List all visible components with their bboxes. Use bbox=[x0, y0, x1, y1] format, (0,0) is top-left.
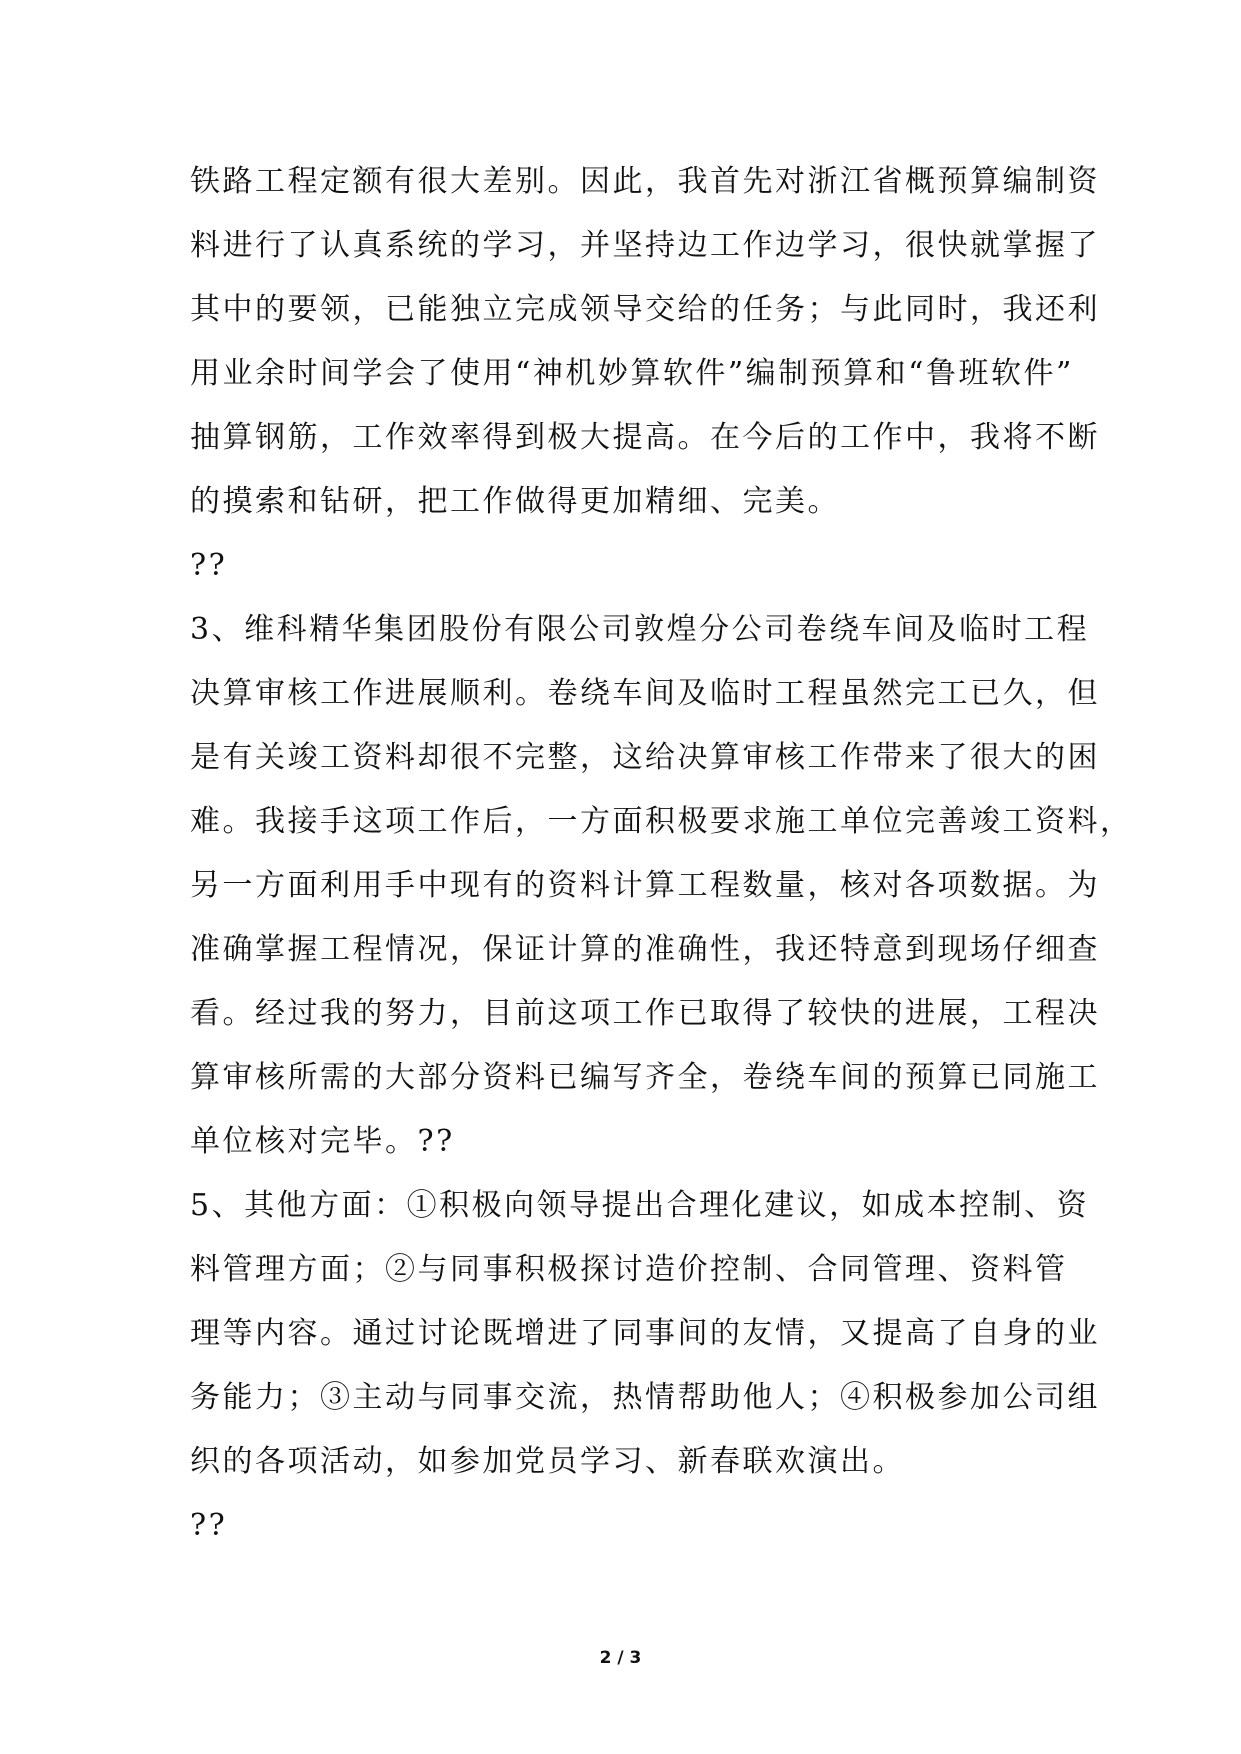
text-line: 铁路工程定额有很大差别。因此，我首先对浙江省概预算编制资 bbox=[190, 164, 1100, 199]
text-line: 抽算钢筋，工作效率得到极大提高。在今后的工作中，我将不断 bbox=[190, 420, 1100, 455]
text-line: 单位核对完毕。?? bbox=[190, 1124, 455, 1159]
text-line: 是有关竣工资料却很不完整，这给决算审核工作带来了很大的困 bbox=[190, 740, 1100, 775]
text-line: 另一方面利用手中现有的资料计算工程数量，核对各项数据。为 bbox=[190, 868, 1100, 903]
text-line: 务能力；③主动与同事交流，热情帮助他人；④积极参加公司组 bbox=[190, 1380, 1100, 1415]
text-line: 准确掌握工程情况，保证计算的准确性，我还特意到现场仔细查 bbox=[190, 932, 1100, 967]
text-line: 难。我接手这项工作后，一方面积极要求施工单位完善竣工资料， bbox=[190, 804, 1133, 839]
document-body bbox=[190, 150, 1133, 1558]
text-line: 看。经过我的努力，目前这项工作已取得了较快的进展，工程决 bbox=[190, 996, 1100, 1031]
placeholder-marks: ?? bbox=[190, 548, 228, 583]
text-line: 其中的要领，已能独立完成领导交给的任务；与此同时，我还利 bbox=[190, 292, 1100, 327]
text-line: 决算审核工作进展顺利。卷绕车间及临时工程虽然完工已久，但 bbox=[190, 676, 1100, 711]
text-line: 料管理方面；②与同事积极探讨造价控制、合同管理、资料管 bbox=[190, 1252, 1068, 1287]
text-line: 理等内容。通过讨论既增进了同事间的友情，又提高了自身的业 bbox=[190, 1316, 1100, 1351]
placeholder-marks: ?? bbox=[190, 1508, 228, 1543]
text-line: 3、维科精华集团股份有限公司敦煌分公司卷绕车间及临时工程 bbox=[190, 612, 1090, 647]
text-line: 的摸索和钻研，把工作做得更加精细、完美。 bbox=[190, 484, 840, 519]
text-line: 织的各项活动，如参加党员学习、新春联欢演出。 bbox=[190, 1444, 905, 1479]
text-line: 用业余时间学会了使用“神机妙算软件”编制预算和“鲁班软件” bbox=[190, 356, 1074, 391]
page-number: 2 / 3 bbox=[599, 1648, 642, 1668]
text-line: 算审核所需的大部分资料已编写齐全，卷绕车间的预算已同施工 bbox=[190, 1060, 1100, 1095]
text-line: 料进行了认真系统的学习，并坚持边工作边学习，很快就掌握了 bbox=[190, 228, 1100, 263]
text-line: 5、其他方面：①积极向领导提出合理化建议，如成本控制、资 bbox=[190, 1188, 1090, 1223]
